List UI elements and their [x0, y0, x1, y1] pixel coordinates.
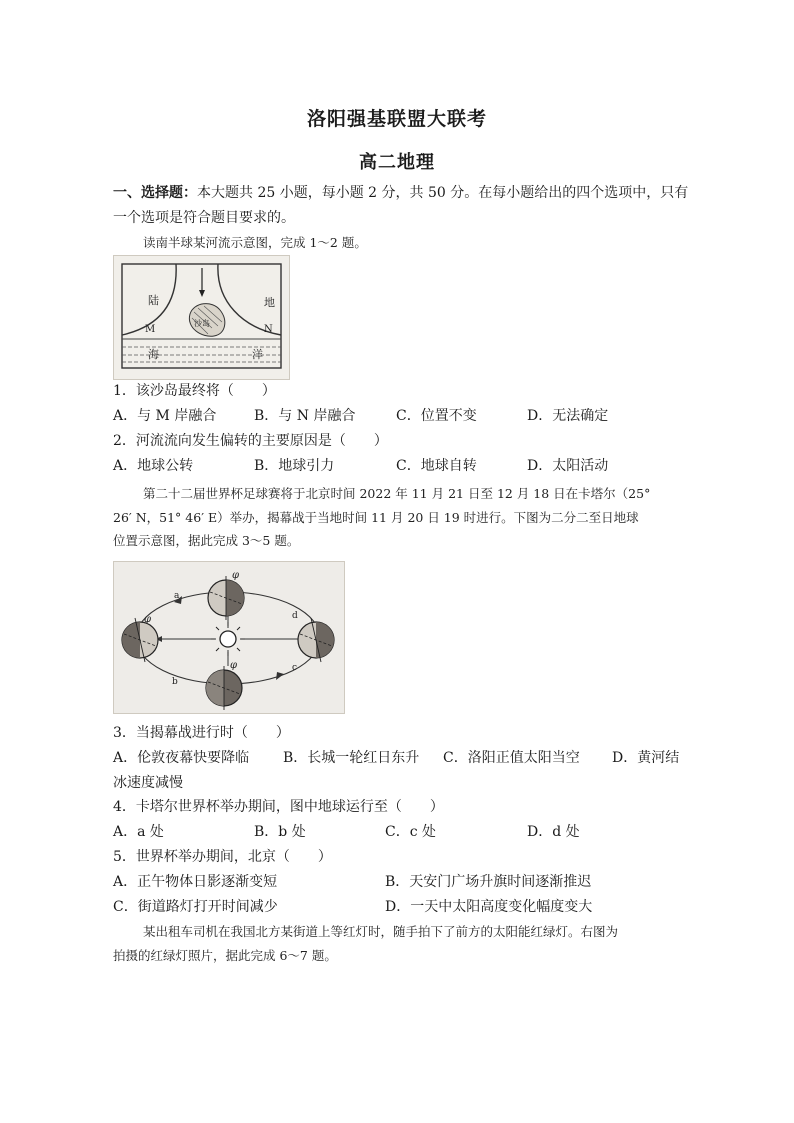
q5-option-b[interactable]: B．天安门广场升旗时间逐渐推迟: [385, 874, 592, 890]
orbit-label-phi-bottom: φ: [230, 660, 238, 671]
label-ocean: 洋: [252, 348, 263, 361]
orbit-label-d: d: [292, 611, 298, 621]
q1-stem: 1．该沙岛最终将（ ）: [113, 383, 276, 399]
q3-option-a[interactable]: A．伦敦夜幕快要降临: [113, 750, 250, 766]
q2-stem: 2．河流流向发生偏转的主要原因是（ ）: [113, 433, 388, 449]
orbit-label-phi-top: φ: [232, 570, 240, 581]
q2-option-a[interactable]: A．地球公转: [113, 458, 194, 474]
intro-q6-7-line1: 某出租车司机在我国北方某街道上等红灯时，随手拍下了前方的太阳能红绿灯。右图为: [143, 924, 619, 939]
q3-stem: 3．当揭幕战进行时（ ）: [113, 725, 290, 741]
q5-option-d[interactable]: D．一天中太阳高度变化幅度变大: [385, 899, 593, 915]
orbit-diagram: [114, 562, 344, 713]
q4-option-c[interactable]: C．c 处: [385, 824, 437, 840]
q4-option-d[interactable]: D．d 处: [527, 824, 580, 840]
q1-option-c[interactable]: C．位置不变: [396, 408, 477, 424]
q3-option-c[interactable]: C．洛阳正值太阳当空: [443, 750, 580, 766]
section-instruction-text: 本大题共 25 小题，每小题 2 分，共 50 分。在每小题给出的四个选项中，只有: [197, 185, 689, 201]
q2-option-b[interactable]: B．地球引力: [254, 458, 335, 474]
intro-q1-2: 读南半球某河流示意图，完成 1～2 题。: [143, 235, 367, 250]
q5-option-a[interactable]: A．正午物体日影逐渐变短: [113, 874, 278, 890]
label-land-right: 地: [264, 296, 275, 309]
q3-option-d[interactable]: D．黄河结: [612, 750, 680, 766]
river-figure: [113, 255, 290, 380]
orbit-figure: [113, 561, 345, 714]
q1-option-d[interactable]: D．无法确定: [527, 408, 609, 424]
intro-q3-5-line2: 26′ N，51° 46′ E）举办，揭幕战于当地时间 11 月 20 日 19 时进行。下图为二分二至日地球: [113, 510, 639, 525]
section-heading: 一、选择题：: [113, 185, 197, 201]
intro-q3-5-line3: 位置示意图，据此完成 3～5 题。: [113, 533, 300, 548]
q3-option-b[interactable]: B．长城一轮红日东升: [283, 750, 420, 766]
q1-option-b[interactable]: B．与 N 岸融合: [254, 408, 356, 424]
q3-option-d-continued: 冰速度减慢: [113, 775, 183, 791]
q5-option-c[interactable]: C．街道路灯打开时间减少: [113, 899, 278, 915]
q1-option-a[interactable]: A．与 M 岸融合: [113, 408, 217, 424]
exam-title: 洛阳强基联盟大联考: [306, 108, 487, 130]
label-n-bank: N: [264, 324, 273, 335]
orbit-label-b: b: [172, 677, 178, 687]
q2-option-c[interactable]: C．地球自转: [396, 458, 477, 474]
q4-option-a[interactable]: A．a 处: [113, 824, 164, 840]
river-diagram: [114, 256, 289, 379]
orbit-label-phi-left: φ: [144, 614, 152, 625]
label-land-left: 陆: [148, 294, 159, 307]
label-m-bank: M: [145, 324, 156, 335]
q5-stem: 5．世界杯举办期间，北京（ ）: [113, 849, 332, 865]
q4-option-b[interactable]: B．b 处: [254, 824, 306, 840]
q4-stem: 4．卡塔尔世界杯举办期间，图中地球运行至（ ）: [113, 799, 444, 815]
intro-q6-7-line2: 拍摄的红绿灯照片，据此完成 6～7 题。: [113, 948, 337, 963]
intro-q3-5-line1: 第二十二届世界杯足球赛将于北京时间 2022 年 11 月 21 日至 12 月 18 日在卡塔尔（25°: [143, 486, 651, 501]
label-sand-island: 沙岛: [194, 319, 210, 328]
section-instruction-line2: 一个选项是符合题目要求的。: [113, 210, 295, 226]
orbit-label-c: c: [292, 663, 298, 673]
orbit-label-a: a: [174, 591, 180, 601]
label-sea: 海: [148, 348, 159, 361]
exam-subject: 高二地理: [359, 152, 435, 173]
q2-option-d[interactable]: D．太阳活动: [527, 458, 609, 474]
section-instruction-line1: [113, 183, 688, 203]
